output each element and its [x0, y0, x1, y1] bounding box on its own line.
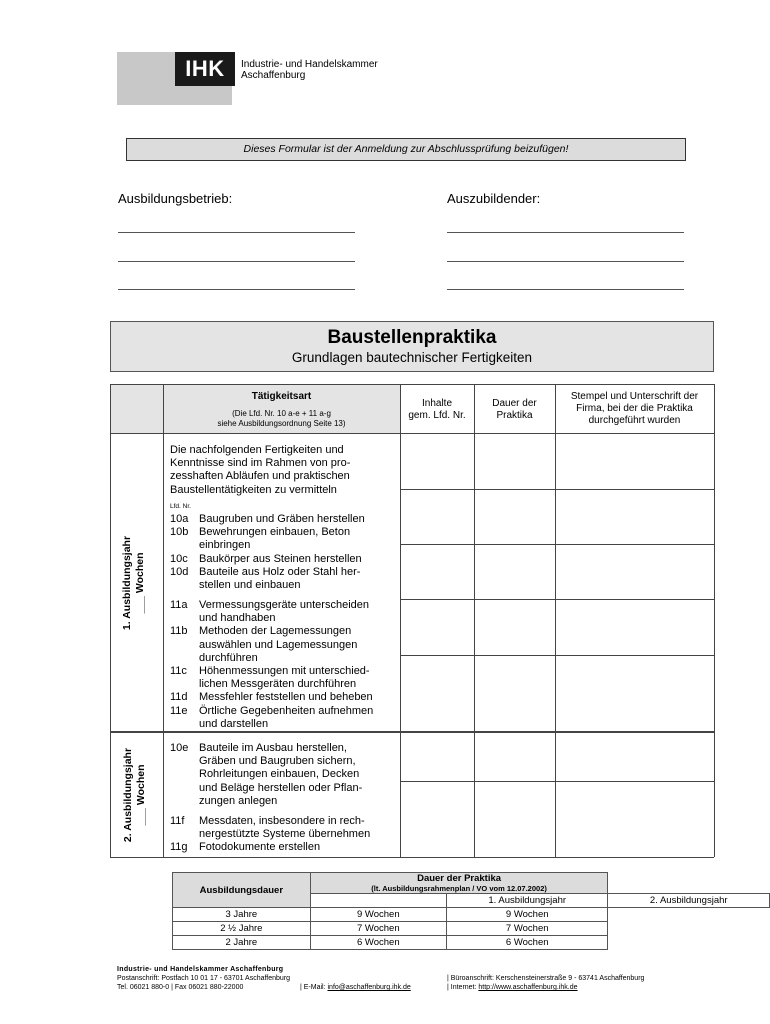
trainee-line-2[interactable] [447, 261, 684, 262]
page-title: Baustellenpraktika [327, 327, 497, 348]
table-row: 3 Jahre 9 Wochen 9 Wochen [173, 908, 770, 922]
list-item: 11a Vermessungsgeräte unterscheiden und handhaben [170, 599, 369, 625]
company-line-1[interactable] [118, 232, 355, 233]
footer-phone: Tel. 06021 880-0 | Fax 06021 880-22000 [117, 984, 244, 991]
ihk-logo: IHK [175, 52, 235, 86]
duration-col1-header: Ausbildungsdauer [173, 873, 311, 908]
company-line-2[interactable] [118, 261, 355, 262]
table-corner-cell [110, 384, 163, 433]
list-item: 10e Bauteile im Ausbau herstellen, Gräben und Baugruben sichern, Rohrleitungen einbauen, Decken und Beläge herstellen oder Pflan- zungen anlegen [170, 742, 363, 807]
duration-table [172, 872, 770, 950]
stamp-header-3: durchgeführt wurden [588, 415, 681, 426]
company-line-3[interactable] [118, 289, 355, 290]
list-item: 11b Methoden der Lagemessungen auswählen und Lagemessungen durchführen [170, 625, 358, 664]
trainee-line-3[interactable] [447, 289, 684, 290]
duration-header-1: Dauer der [492, 398, 537, 409]
internet-link[interactable]: http://www.aschaffenburg.ihk.de [478, 984, 578, 991]
list-item: 11c Höhenmessungen mit unterschied- lichen Messgeräten durchführen [170, 665, 370, 691]
logo-line-2: Aschaffenburg [241, 70, 306, 81]
activity-note-1: (Die Lfd. Nr. 10 a-e + 11 a-g [232, 409, 331, 418]
year-1-header: 1. Ausbildungsjahr [446, 894, 608, 908]
list-item: 10b Bewehrungen einbauen, Beton einbringen [170, 526, 351, 552]
table-row: 2 Jahre 6 Wochen 6 Wochen [173, 936, 770, 950]
items-11f-11g [170, 815, 398, 855]
footer-org: Industrie- und Handelskammer Aschaffenburg [117, 966, 284, 973]
activity-header: Tätigkeitsart [251, 391, 312, 402]
contents-header-2: gem. Lfd. Nr. [408, 410, 466, 421]
company-label: Ausbildungsbetrieb: [118, 191, 233, 206]
list-item: 11g Fotodokumente erstellen [170, 841, 321, 854]
trainee-label: Auszubildender: [447, 191, 541, 206]
activity-note-2: siehe Ausbildungsordnung Seite 13) [217, 419, 346, 428]
email-link[interactable]: info@aschaffenburg.ihk.de [327, 984, 411, 991]
year-1-label: 1. Ausbildungsjahr ___ Wochen [121, 535, 146, 631]
list-item: 10c Baukörper aus Steinen herstellen [170, 552, 362, 565]
page-subtitle: Grundlagen bautechnischer Fertigkeiten [291, 350, 533, 365]
list-item: 11d Messfehler feststellen und beheben [170, 691, 373, 704]
footer-postal: Postanschrift: Postfach 10 01 17 - 63701 Aschaffenburg [117, 975, 291, 982]
item-10e [170, 742, 398, 808]
duration-col2-header: Dauer der Praktika (lt. Ausbildungsrahmenplan / VO vom 12.07.2002) [310, 873, 608, 894]
notice-banner: Dieses Formular ist der Anmeldung zur Abschlussprüfung beizufügen! [126, 138, 686, 161]
trainee-line-1[interactable] [447, 232, 684, 233]
stamp-header-1: Stempel und Unterschrift der [570, 391, 699, 402]
items-10a-10d [170, 513, 398, 592]
logo-line-1: Industrie- und Handelskammer [241, 59, 378, 70]
list-item: 11e Örtliche Gegebenheiten aufnehmen und darstellen [170, 704, 374, 730]
list-item: 10a Baugruben und Gräben herstellen [170, 513, 365, 525]
table-row: 2 ½ Jahre 7 Wochen 7 Wochen [173, 922, 770, 936]
duration-header-2: Praktika [496, 410, 533, 421]
intro-text: Die nachfolgenden Fertigkeiten und Kenntnisse sind im Rahmen von pro- zesshaften Abläufen und praktischen Baustellentätigkeiten zu vermitteln [170, 444, 351, 496]
year-2-label: 2. Ausbildungsjahr ___ Wochen [122, 747, 147, 843]
year-2-header: 2. Ausbildungsjahr [608, 894, 770, 908]
footer-email-wrap: | E-Mail: info@aschaffenburg.ihk.de [300, 984, 411, 991]
list-item: 11f Messdaten, insbesondere in rech- nergestützte Systeme übernehmen [170, 815, 371, 841]
list-item: 10d Bauteile aus Holz oder Stahl her- stellen und einbauen [170, 565, 361, 592]
items-11a-11e [170, 599, 398, 731]
footer-office: | Büroanschrift: Kerschensteinerstraße 9 - 63741 Aschaffenburg [447, 975, 645, 982]
stamp-header-2: Firma, bei der die Praktika [576, 403, 693, 414]
contents-header-1: Inhalte [421, 398, 453, 409]
lfd-label: Lfd. Nr. [170, 503, 191, 510]
footer-internet-wrap: | Internet: http://www.aschaffenburg.ihk.de [447, 984, 578, 991]
